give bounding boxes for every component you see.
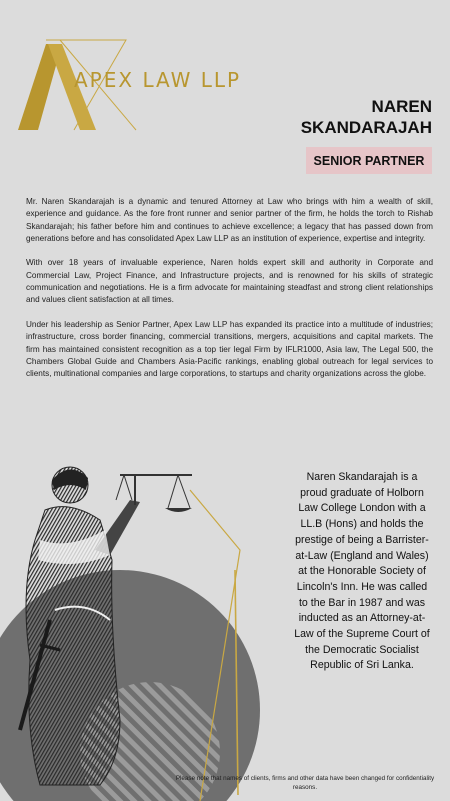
bio-section bbox=[26, 196, 433, 393]
bio-paragraph: With over 18 years of invaluable experience, Naren holds expert skill and authority in Corporate and Commercial Law, Project Finance, and Infrastructure projects, and is renowned for his skills of strategic communication and negotiations. He is a firm advocate for maintaining steadfast and strong client relationships and values client satisfaction at all times. bbox=[26, 258, 433, 305]
role-badge: SENIOR PARTNER bbox=[306, 147, 432, 174]
bio-paragraph: Mr. Naren Skandarajah is a dynamic and tenured Attorney at Law who brings with him a wealth of skill, experience and guidance. As the fore front runner and senior partner of the firm, he holds the torch to Rishab Skandarajah; his father before him and continues to achieve excellence; a legacy that has passed down from generations before and has consolidated Apex Law LLP as an institution of experience, expertise and integrity. bbox=[26, 197, 433, 243]
confidentiality-note: Please note that names of clients, firms and other data have been changed for confidentiality reasons. bbox=[175, 775, 435, 791]
partner-name-text: NAREN SKANDARAJAH bbox=[300, 97, 432, 137]
bio-paragraph: Under his leadership as Senior Partner, Apex Law LLP has expanded its practice into a multitude of industries; infrastructure, cross border financing, commercial transitions, mergers, acquisitions and capital markets. The firm has maintained consistent recognition as a top tier legal Firm by IFLR1000, Asia law, The Legal 500, the Chambers Global Guide and Chambers Asia-Pacific rankings, enabling global outreach for legal services to clients, multinational companies and large corporations, to startups and charity organizations across the globe. bbox=[26, 319, 433, 379]
education-text: Naren Skandarajah is a proud graduate of Holborn Law College London with a LL.B (Hons) and holds the prestige of being a Barrister-at-Law (England and Wales) at the Honorable Society of Lincoln's Inn. He was called to the Bar in 1987 and was inducted as an Attorney-at-Law of the Supreme Court of the Democratic Socialist Republic of Sri Lanka. bbox=[294, 471, 430, 672]
apex-logo bbox=[16, 38, 246, 133]
partner-name bbox=[301, 96, 432, 138]
brand-name: APEX LAW LLP bbox=[74, 68, 242, 92]
